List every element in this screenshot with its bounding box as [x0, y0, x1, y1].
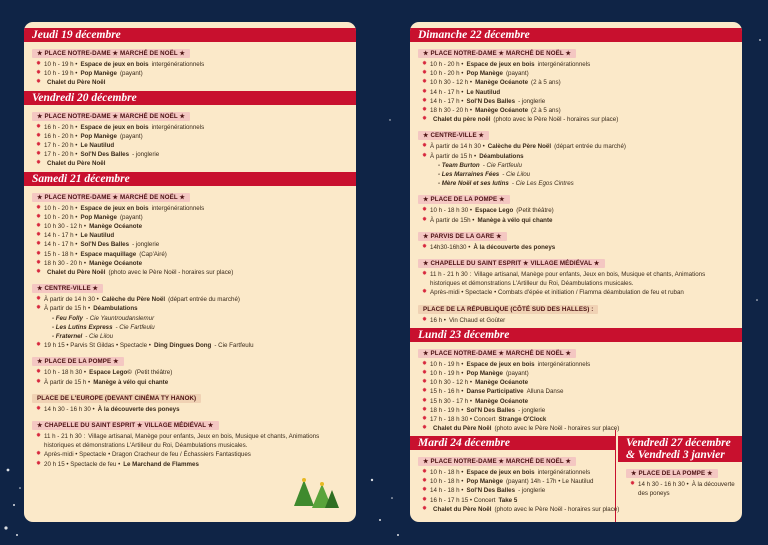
- event-row: [410, 496, 615, 505]
- event-row: [24, 204, 356, 213]
- event-extra: (photo avec le Père Noël - horaires sur place): [493, 116, 619, 124]
- day-header-line1: Vendredi 27 décembre: [626, 437, 731, 449]
- event-extra: (2 à 5 ans): [531, 107, 561, 115]
- event-name: Chalet du Père Noël: [433, 505, 492, 513]
- event-extra: Village artisanal, Manège pour enfants, Jeux en bois, Musique et chants, Animations historiques et démonstrations L'Artilleur du Roi, Déambulations musicales.: [44, 433, 320, 450]
- event-extra: - Cie Lilou: [85, 333, 114, 341]
- event-name: Espace de jeux en bois: [466, 469, 535, 476]
- event-row: [410, 161, 742, 170]
- event-name: Espace de jeux en bois: [466, 61, 535, 68]
- event-name: Calèche du Père Noël: [487, 143, 552, 151]
- event-row: [24, 323, 356, 332]
- event-row: [410, 360, 742, 369]
- event-row: [24, 123, 356, 132]
- event-time: 14 h 30 - 16 h 30 •: [638, 481, 689, 488]
- right-panel: [410, 22, 742, 522]
- event-time: 17 h - 18 h 30 • Concert: [430, 416, 496, 424]
- event-time: 10 h - 20 h •: [430, 70, 464, 78]
- event-time: 10 h - 19 h •: [430, 370, 464, 378]
- event-extra: (payant): [119, 70, 143, 78]
- event-row: [24, 69, 356, 78]
- event-extra: - Cie Fartfeulu: [482, 161, 522, 169]
- event-name: - Feu Folly: [52, 314, 83, 322]
- event-extra: intergénérationnels: [151, 123, 205, 131]
- event-row: [410, 397, 742, 406]
- event-extra: - Cie Fartfeulu: [214, 342, 254, 350]
- event-row: [24, 268, 356, 277]
- event-extra: - jonglerie: [132, 151, 160, 159]
- location-badge: ★ PLACE NOTRE-DAME ★ MARCHÉ DE NOËL ★: [32, 193, 190, 202]
- christmas-trees-icon: [292, 476, 340, 512]
- bottom-split: [410, 430, 742, 522]
- event-name: Le Marchand de Flammes: [123, 460, 199, 468]
- day-header: [618, 436, 742, 462]
- event-row: [24, 304, 356, 313]
- event-row: [410, 170, 742, 179]
- event-extra: intergénérationnels: [537, 469, 591, 476]
- event-extra: À la découverte des poneys: [638, 481, 735, 498]
- event-row: [410, 270, 742, 288]
- event-extra: - jonglerie: [518, 487, 546, 495]
- event-row: [24, 314, 356, 323]
- event-name: Take 5: [498, 496, 518, 504]
- event-extra: - jonglerie: [518, 97, 546, 105]
- event-row: [410, 88, 742, 97]
- event-extra: - Cie Fartfeulu: [115, 323, 155, 331]
- location-badge: ★ PLACE DE LA POMPE ★: [626, 469, 718, 478]
- event-time: 11 h - 21 h 30 :: [430, 271, 472, 279]
- location-badge: ★ PLACE DE LA POMPE ★: [32, 357, 124, 366]
- event-name: Manège Océanote: [475, 397, 529, 405]
- event-time: 19 h 15 • Parvis St Gildas • Spectacle •: [44, 342, 151, 350]
- location-badge: ★ PLACE NOTRE-DAME ★ MARCHÉ DE NOËL ★: [32, 49, 190, 58]
- event-name: Manège Océanote: [89, 259, 143, 267]
- event-row: [410, 115, 742, 124]
- event-row: [410, 468, 615, 477]
- event-name: Pop Manège: [466, 478, 503, 486]
- event-extra: (payant): [505, 370, 529, 378]
- event-name: Déambulations: [479, 152, 524, 160]
- event-name: Chalet du Père Noël: [47, 79, 106, 87]
- event-name: Manège Océanote: [89, 223, 143, 231]
- event-name: Manège Océanote: [475, 107, 529, 115]
- event-name: Chalet du Père Noël: [47, 160, 106, 168]
- event-row: [410, 288, 742, 297]
- day-header: Dimanche 22 décembre: [410, 28, 742, 42]
- location-badge: PLACE DE L'EUROPE (DEVANT CINÉMA TY HANOK): [32, 394, 201, 403]
- event-row: [24, 213, 356, 222]
- event-time: 16 h - 17 h 15 • Concert: [430, 496, 496, 504]
- event-row: [24, 60, 356, 69]
- location-badge: ★ PARVIS DE LA GARE ★: [418, 232, 507, 241]
- event-row: [410, 216, 742, 225]
- event-time: À partir de 15 h •: [430, 152, 477, 160]
- event-row: [24, 150, 356, 159]
- event-extra: intergénérationnels: [537, 61, 591, 68]
- event-name: Espace Lego©: [89, 369, 132, 377]
- event-row: [24, 368, 356, 377]
- event-time: 10 h - 20 h •: [44, 213, 78, 221]
- location-badge: ★ PLACE NOTRE-DAME ★ MARCHÉ DE NOËL ★: [418, 457, 576, 466]
- event-time: À partir de 14 h 30 •: [430, 143, 485, 151]
- event-name: Pop Manège: [466, 70, 503, 78]
- location-badge: ★ PLACE NOTRE-DAME ★ MARCHÉ DE NOËL ★: [418, 349, 576, 358]
- event-time: 10 h - 19 h •: [430, 360, 464, 368]
- event-row: [410, 78, 742, 87]
- day-header: Samedi 21 décembre: [24, 172, 356, 186]
- event-time: 15 h - 18 h •: [44, 250, 78, 258]
- event-name: Chalet du Père Noël: [47, 269, 106, 277]
- event-name: Calèche du Père Noël: [101, 296, 166, 304]
- event-name: Strange O'Clock: [498, 416, 547, 424]
- event-name: Pop Manège: [80, 213, 117, 221]
- event-name: - Fraternel: [52, 333, 83, 341]
- location-badge: ★ PLACE DE LA POMPE ★: [418, 195, 510, 204]
- day-header-line2: & Vendredi 3 janvier: [626, 449, 725, 461]
- event-name: - Les Lutins Express: [52, 323, 113, 331]
- event-time: À partir de 15 h •: [44, 305, 91, 313]
- event-time: 14 h 30 - 16 h 30 •: [44, 405, 95, 413]
- event-name: Espace de jeux en bois: [80, 204, 149, 212]
- location-badge: PLACE DE LA RÉPUBLIQUE (CÔTÉ SUD DES HALLES) :: [418, 305, 598, 314]
- event-name: Espace maquillage: [80, 250, 137, 258]
- event-extra: (Petit théâtre): [134, 369, 173, 377]
- event-extra: (photo avec le Père Noël - horaires sur place): [494, 425, 620, 433]
- event-name: Espace de jeux en bois: [466, 360, 535, 368]
- event-row: [24, 405, 356, 414]
- event-extra: intergénérationnels: [537, 360, 591, 368]
- event-name: Le Nautilud: [466, 88, 501, 96]
- event-name: Le Nautilud: [80, 142, 115, 150]
- event-row: [24, 250, 356, 259]
- event-row: [24, 341, 356, 350]
- event-name: Manège Océanote: [475, 79, 529, 87]
- event-row: [410, 179, 742, 188]
- event-time: 16 h •: [430, 316, 446, 324]
- event-extra: intergénérationnels: [151, 204, 205, 212]
- event-time: 11 h - 21 h 30 :: [44, 433, 86, 441]
- event-time: 17 h - 20 h •: [44, 151, 78, 159]
- event-extra: - jonglerie: [518, 406, 546, 414]
- event-extra: (Cap'Airé): [139, 250, 167, 258]
- event-time: 16 h - 20 h •: [44, 132, 78, 140]
- event-extra: (photo avec le Père Noël - horaires sur place): [494, 505, 620, 513]
- event-row: [410, 142, 742, 151]
- event-time: 10 h - 20 h •: [430, 61, 464, 68]
- event-extra: (photo avec le Père Noël - horaires sur place): [108, 269, 234, 277]
- event-row: [410, 243, 742, 252]
- event-name: Sol'N Des Balles: [466, 97, 516, 105]
- event-extra: - jonglerie: [132, 241, 160, 249]
- event-extra: (payant): [505, 70, 529, 78]
- event-time: 10 h - 20 h •: [44, 204, 78, 212]
- event-name: Sol'N Des Balles: [80, 151, 130, 159]
- event-extra: (Petit théâtre): [516, 207, 554, 215]
- event-extra: Village artisanal, Manège pour enfants, Jeux en bois, Musique et chants, Animations historiques et démonstrations L'Artilleur du Roi, Déambulations musicales.: [430, 271, 706, 288]
- event-time: 17 h - 20 h •: [44, 142, 78, 150]
- event-row: [618, 480, 742, 498]
- event-row: [410, 106, 742, 115]
- event-extra: intergénérationnels: [151, 61, 205, 68]
- event-name: Espace de jeux en bois: [80, 123, 149, 131]
- event-row: [410, 415, 742, 424]
- event-extra: (départ entrée du marché): [168, 296, 240, 304]
- event-name: Ding Dingues Dong: [153, 342, 212, 350]
- event-time: Après-midi • Spectacle • Dragon Cracheur de feu / Échassiers Fantastiques: [44, 451, 251, 459]
- event-name: Espace de jeux en bois: [80, 61, 149, 68]
- event-name: - Mère Noël et ses lutins: [438, 180, 509, 188]
- event-time: 14 h - 17 h •: [430, 88, 464, 96]
- event-row: [410, 369, 742, 378]
- event-name: Sol'N Des Balles: [466, 406, 516, 414]
- event-row: [24, 78, 356, 87]
- event-time: 18 h 30 - 20 h •: [430, 107, 473, 115]
- event-time: 14 h - 17 h •: [44, 241, 78, 249]
- event-time: 10 h 30 - 12 h •: [44, 223, 87, 231]
- day-header: Lundi 23 décembre: [410, 328, 742, 342]
- event-row: [410, 206, 742, 215]
- event-name: - Team Burton: [438, 161, 480, 169]
- event-extra: (payant): [119, 213, 143, 221]
- event-row: [410, 387, 742, 396]
- event-extra: (payant) 14h - 17h • Le Nautilud: [505, 478, 594, 486]
- event-time: 10 h - 18 h 30 •: [430, 207, 473, 215]
- event-row: [410, 152, 742, 161]
- event-extra: (payant): [119, 132, 143, 140]
- event-name: Pop Manège: [80, 132, 117, 140]
- event-extra: Vin Chaud et Goûter: [448, 316, 506, 324]
- event-row: [24, 259, 356, 268]
- event-extra: (départ entrée du marché): [554, 143, 626, 151]
- event-row: [410, 406, 742, 415]
- event-time: 18 h 30 - 20 h •: [44, 259, 87, 267]
- event-name: Sol'N Des Balles: [466, 487, 516, 495]
- event-time: 10 h - 18 h •: [430, 478, 464, 486]
- event-row: [24, 295, 356, 304]
- event-name: Sol'N Des Balles: [80, 241, 130, 249]
- event-row: [24, 159, 356, 168]
- event-time: 10 h 30 - 12 h •: [430, 379, 473, 387]
- event-time: À partir de 15h •: [430, 216, 475, 224]
- event-row: [410, 69, 742, 78]
- event-name: Manège Océanote: [475, 379, 529, 387]
- event-name: Pop Manège: [466, 370, 503, 378]
- event-time: 20 h 15 • Spectacle de feu •: [44, 460, 121, 468]
- event-row: [410, 378, 742, 387]
- event-time: 14 h - 17 h •: [44, 232, 78, 240]
- event-row: [24, 450, 356, 459]
- event-time: 10 h - 19 h •: [44, 70, 78, 78]
- event-time: 14h30-16h30 •: [430, 243, 471, 251]
- event-time: À partir de 14 h 30 •: [44, 296, 99, 304]
- event-name: À la découverte des poneys: [97, 405, 180, 413]
- event-row: [24, 460, 356, 469]
- event-time: Après-midi • Spectacle • Combats d'épée et initiation / Flamma déambulation de feu et ruban: [430, 289, 684, 297]
- event-extra: - Cie Yauntroudanslemur: [85, 314, 155, 322]
- event-extra: - Cie Lilou: [502, 171, 531, 179]
- event-extra: (2 à 5 ans): [531, 79, 561, 87]
- location-badge: ★ PLACE NOTRE-DAME ★ MARCHÉ DE NOËL ★: [418, 49, 576, 58]
- event-name: Déambulations: [93, 305, 138, 313]
- event-name: Espace Lego: [475, 207, 514, 215]
- friday-column: [618, 430, 742, 522]
- event-row: [410, 505, 620, 514]
- event-time: 10 h - 19 h •: [44, 61, 78, 68]
- event-time: 15 h - 16 h •: [430, 388, 464, 396]
- day-header: Mardi 24 décembre: [410, 436, 615, 450]
- event-name: - Les Marraines Fées: [438, 171, 500, 179]
- event-row: [24, 222, 356, 231]
- location-badge: ★ CHAPELLE DU SAINT ESPRIT ★ VILLAGE MÉDIÉVAL ★: [32, 421, 219, 430]
- event-name: Manège à vélo qui chante: [477, 216, 553, 224]
- event-row: [410, 60, 742, 69]
- event-row: [410, 486, 615, 495]
- event-name: Pop Manège: [80, 70, 117, 78]
- event-extra: - Cie Les Egos Cintres: [511, 180, 574, 188]
- location-badge: ★ PLACE NOTRE-DAME ★ MARCHÉ DE NOËL ★: [32, 112, 190, 121]
- event-name: Chalet du Père Noël: [433, 425, 492, 433]
- event-row: [24, 332, 356, 341]
- event-time: 10 h 30 - 12 h •: [430, 79, 473, 87]
- event-row: [24, 141, 356, 150]
- event-time: 10 h - 18 h •: [430, 469, 464, 476]
- event-time: 18 h - 19 h •: [430, 406, 464, 414]
- location-badge: ★ CENTRE-VILLE ★: [32, 284, 103, 293]
- event-row: [24, 231, 356, 240]
- day-header: Vendredi 20 décembre: [24, 91, 356, 105]
- location-badge: ★ CENTRE-VILLE ★: [418, 131, 489, 140]
- event-row: [24, 378, 356, 387]
- event-time: 14 h - 18 h •: [430, 487, 464, 495]
- event-name: Danse Participative: [466, 388, 524, 396]
- event-time: À partir de 15 h •: [44, 378, 91, 386]
- event-time: 14 h - 17 h •: [430, 97, 464, 105]
- event-row: [410, 316, 742, 325]
- event-row: [410, 477, 615, 486]
- event-extra: Alluna Danse: [526, 388, 564, 396]
- location-badge: ★ CHAPELLE DU SAINT ESPRIT ★ VILLAGE MÉDIÉVAL ★: [418, 259, 605, 268]
- event-row: [24, 240, 356, 249]
- event-name: Chalet du père noël: [433, 116, 491, 124]
- event-name: Manège à vélo qui chante: [93, 378, 169, 386]
- event-row: [24, 132, 356, 141]
- tuesday-column: [410, 430, 620, 522]
- event-time: 16 h - 20 h •: [44, 123, 78, 131]
- event-name: À la découverte des poneys: [473, 243, 556, 251]
- left-panel: [24, 22, 356, 522]
- event-time: 15 h 30 - 17 h •: [430, 397, 473, 405]
- event-time: 10 h - 18 h 30 •: [44, 369, 87, 377]
- day-header: Jeudi 19 décembre: [24, 28, 356, 42]
- event-row: [24, 432, 356, 450]
- event-name: Le Nautilud: [80, 232, 115, 240]
- event-row: [410, 97, 742, 106]
